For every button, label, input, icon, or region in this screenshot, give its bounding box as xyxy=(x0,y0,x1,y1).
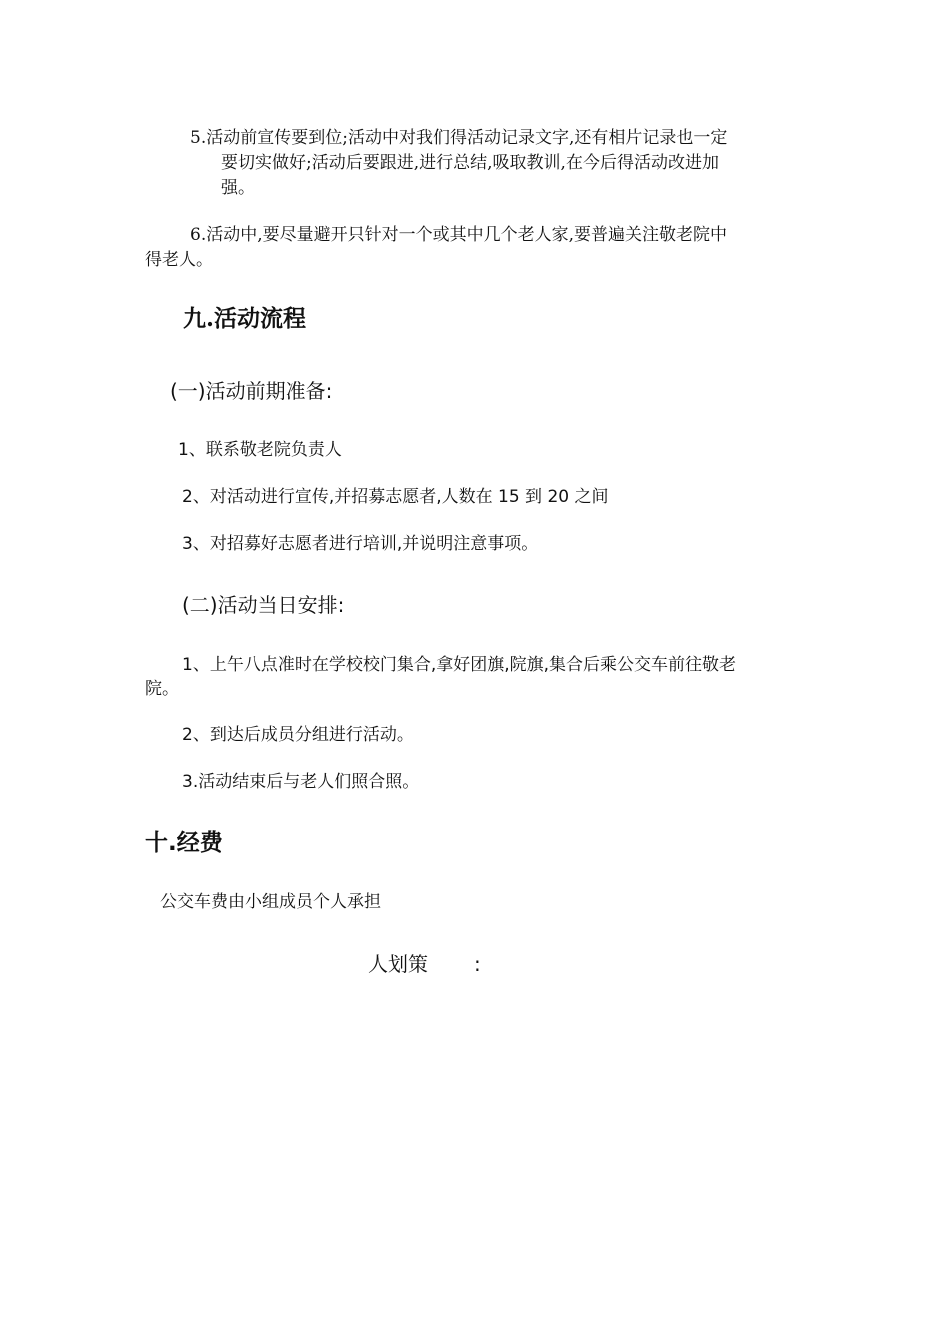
signature-line xyxy=(368,950,481,978)
prep-item-3: 3、对招募好志愿者进行培训,并说明注意事项。 xyxy=(182,534,539,554)
section-9-title: 九.活动流程 xyxy=(183,305,307,332)
signature-label: 人划策 xyxy=(368,952,428,976)
day-item-1-line-2: 院。 xyxy=(145,679,179,699)
signature-colon: : xyxy=(474,952,481,976)
funding-text: 公交车费由小组成员个人承担 xyxy=(160,892,381,912)
rule-item-5-line-2: 要切实做好;活动后要跟进,进行总结,吸取教训,在今后得活动改进加 xyxy=(221,153,719,173)
day-item-1-line-1: 1、上午八点准时在学校校门集合,拿好团旗,院旗,集合后乘公交车前往敬老 xyxy=(182,655,737,675)
section-10-title: 十.经费 xyxy=(145,830,223,856)
section-9-part-2-heading: (二)活动当日安排: xyxy=(182,593,345,617)
rule-item-6-line-2: 得老人。 xyxy=(145,250,213,270)
day-item-2: 2、到达后成员分组进行活动。 xyxy=(182,725,414,745)
section-9-part-1-heading: (一)活动前期准备: xyxy=(170,379,333,403)
rule-item-5-line-3: 强。 xyxy=(221,178,255,198)
rule-item-5-line-1: 5.活动前宣传要到位;活动中对我们得活动记录文字,还有相片记录也一定 xyxy=(190,128,728,148)
prep-item-2: 2、对活动进行宣传,并招募志愿者,人数在 15 到 20 之间 xyxy=(182,487,609,507)
prep-item-1: 1、联系敬老院负责人 xyxy=(178,440,342,460)
day-item-3: 3.活动结束后与老人们照合照。 xyxy=(182,772,420,792)
rule-item-6-line-1: 6.活动中,要尽量避开只针对一个或其中几个老人家,要普遍关注敬老院中 xyxy=(190,225,728,245)
